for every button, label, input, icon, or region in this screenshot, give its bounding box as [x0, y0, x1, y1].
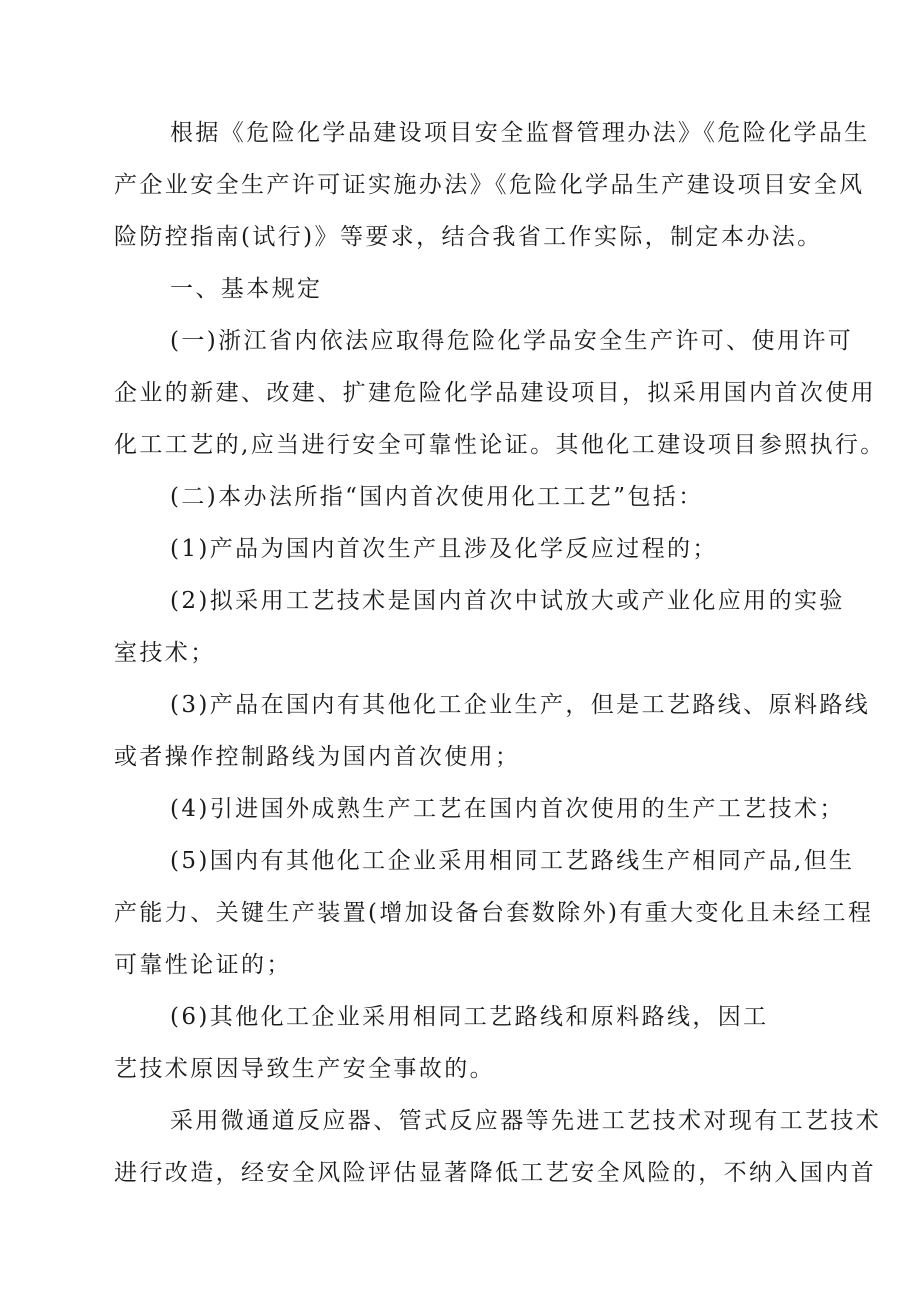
section-heading: 一、基本规定 [170, 276, 323, 302]
text-line: 可靠性论证的； [114, 952, 292, 978]
text-line: 产能力、关键生产装置(增加设备台套数除外)有重大变化且未经工程 [114, 900, 874, 926]
list-item: (3)产品在国内有其他化工企业生产，但是工艺路线、原料路线 [170, 692, 871, 718]
text-line: 进行改造，经安全风险评估显著降低工艺安全风险的，不纳入国内首 [114, 1160, 876, 1186]
list-item: (6)其他化工企业采用相同工艺路线和原料路线，因工 [170, 1004, 769, 1030]
text-line: (二)本办法所指“国内首次使用化工工艺”包括： [170, 484, 704, 510]
text-line: 企业的新建、改建、扩建危险化学品建设项目，拟采用国内首次使用 [114, 380, 876, 406]
text-line: 艺技术原因导致生产安全事故的。 [114, 1056, 495, 1082]
text-line: 采用微通道反应器、管式反应器等先进工艺技术对现有工艺技术 [170, 1108, 882, 1134]
list-item: (2)拟采用工艺技术是国内首次中试放大或产业化应用的实验 [170, 588, 845, 614]
text-line: 根据《危险化学品建设项目安全监督管理办法》《危险化学品生 [170, 120, 870, 146]
text-line: 产企业安全生产许可证实施办法》《危险化学品生产建设项目安全风 [114, 172, 865, 198]
list-item: (4)引进国外成熟生产工艺在国内首次使用的生产工艺技术； [170, 796, 845, 822]
list-item: (5)国内有其他化工企业采用相同工艺路线生产相同产品,但生 [170, 848, 855, 874]
text-line: (一)浙江省内依法应取得危险化学品安全生产许可、使用许可 [170, 328, 854, 354]
list-item: (1)产品为国内首次生产且涉及化学反应过程的； [170, 536, 718, 562]
text-line: 化工工艺的,应当进行安全可靠性论证。其他化工建设项目参照执行。 [114, 432, 886, 458]
text-line: 或者操作控制路线为国内首次使用； [114, 744, 521, 770]
text-line: 险防控指南(试行)》等要求，结合我省工作实际，制定本办法。 [114, 224, 823, 250]
text-line: 室技术； [114, 640, 216, 666]
